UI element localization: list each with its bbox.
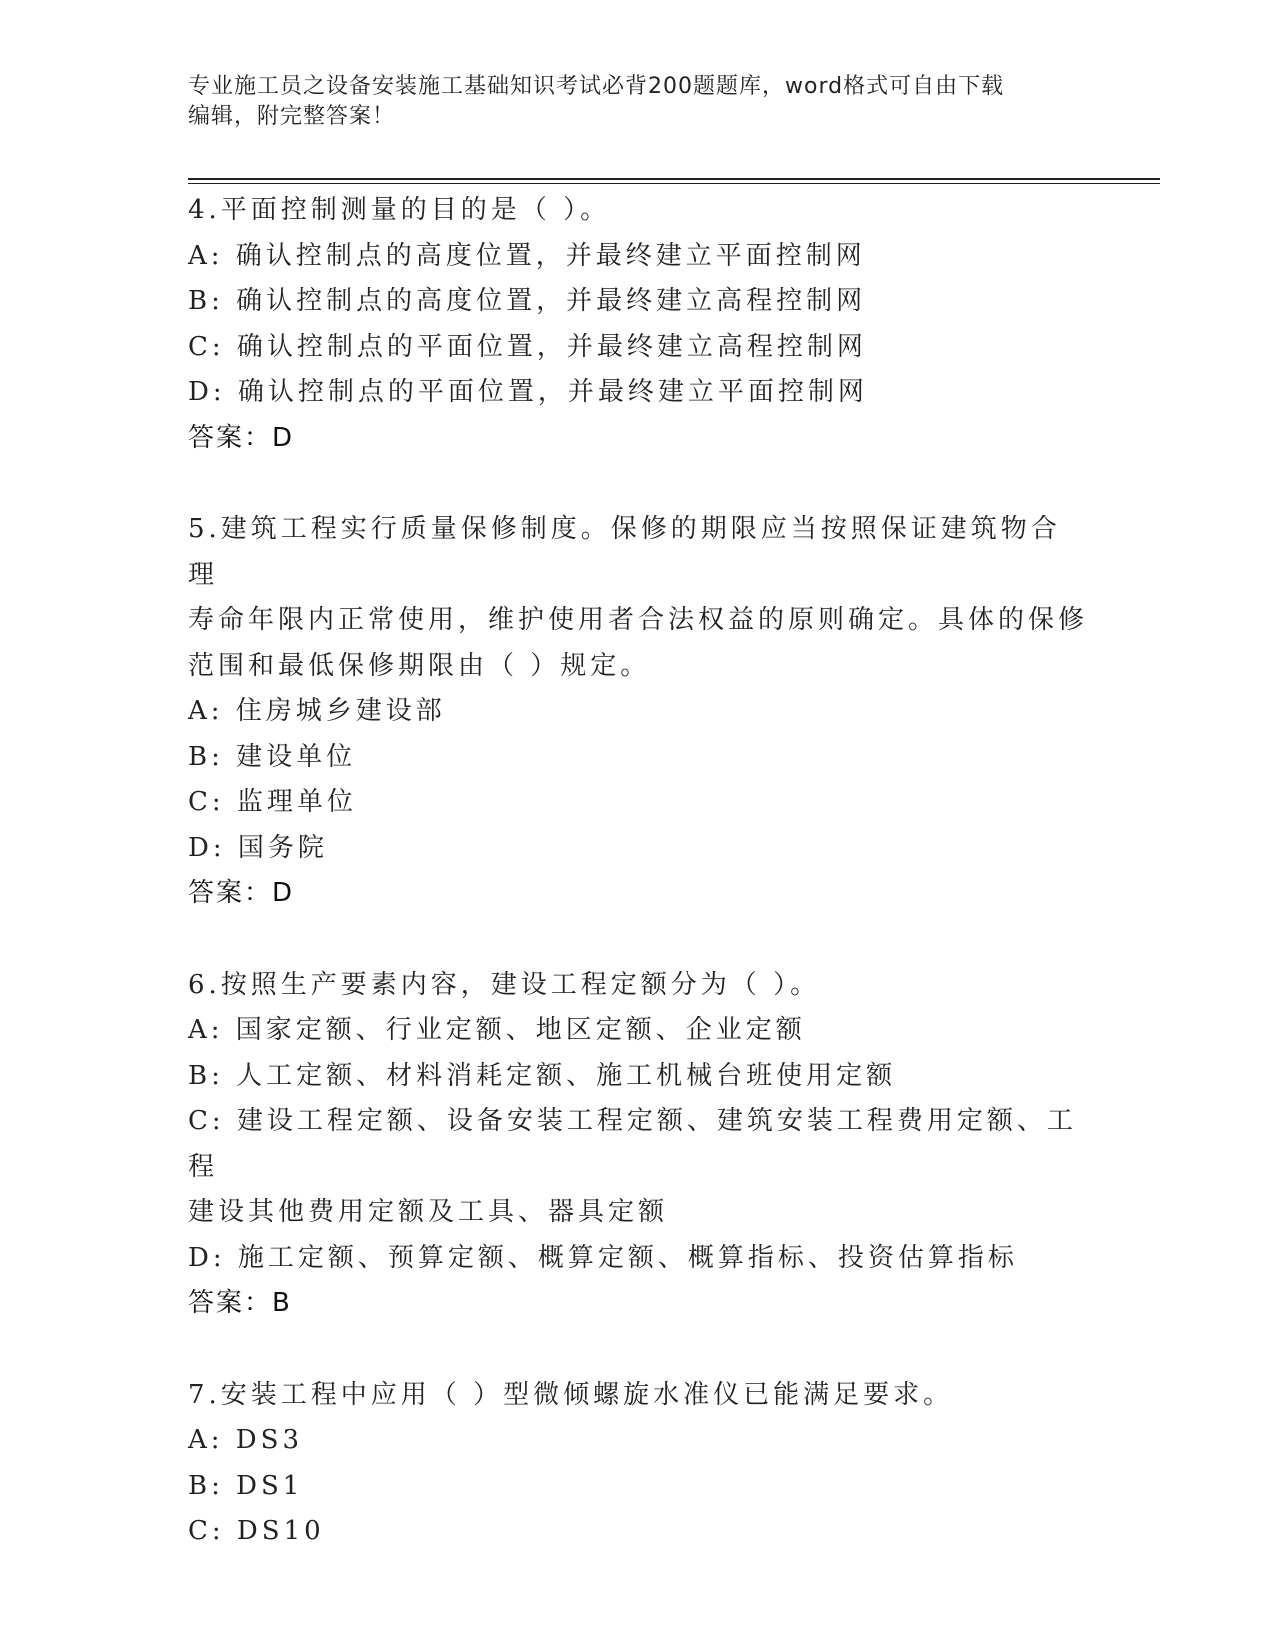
header-line-1: 专业施工员之设备安装施工基础知识考试必背200题题库，word格式可自由下载 [188, 74, 1005, 99]
question-4 [188, 188, 1088, 461]
option-d: D: 确认控制点的平面位置，并最终建立平面控制网 [188, 377, 868, 407]
option-c: C: 监理单位 [188, 787, 357, 817]
question-stem: 寿命年限内正常使用，维护使用者合法权益的原则确定。具体的保修 [188, 605, 1089, 635]
option-d: D: 施工定额、预算定额、概算定额、概算指标、投资估算指标 [188, 1242, 1018, 1273]
option-a: A: DS3 [188, 1425, 303, 1455]
spacer [188, 917, 1088, 963]
answer: 答案：B [188, 1288, 292, 1318]
option-c: C: 建设工程定额、设备安装工程定额、建筑安装工程费用定额、工程 [188, 1106, 1077, 1182]
option-b: B: 人工定额、材料消耗定额、施工机械台班使用定额 [188, 1060, 897, 1091]
option-b: B: 确认控制点的高度位置，并最终建立高程控制网 [188, 286, 867, 316]
header-divider-thick [188, 178, 1160, 180]
question-stem: 6.按照生产要素内容，建设工程定额分为（ ）。 [188, 969, 821, 1000]
header-line-2: 编辑，附完整答案！ [188, 104, 396, 129]
option-a: A: 国家定额、行业定额、地区定额、企业定额 [188, 1015, 806, 1045]
question-5 [188, 507, 1088, 917]
option-c: C: 确认控制点的平面位置，并最终建立高程控制网 [188, 331, 867, 362]
answer: 答案：D [188, 878, 295, 908]
question-6 [188, 963, 1088, 1327]
spacer [188, 1327, 1088, 1373]
document-body [188, 188, 1088, 1555]
option-a: A: 住房城乡建设部 [188, 696, 446, 726]
question-stem: 4.平面控制测量的目的是（ ）。 [188, 195, 611, 225]
question-stem: 范围和最低保修期限由（ ）规定。 [188, 650, 651, 681]
page-header [188, 72, 1088, 132]
spacer [188, 461, 1088, 507]
question-7 [188, 1373, 1088, 1555]
question-stem: 5.建筑工程实行质量保修制度。保修的期限应当按照保证建筑物合理 [188, 514, 1061, 590]
option-c-continued: 建设其他费用定额及工具、器具定额 [188, 1197, 669, 1227]
answer: 答案：D [188, 422, 295, 453]
option-b: B: DS1 [188, 1470, 304, 1501]
header-divider-thin [188, 183, 1160, 184]
question-stem: 7.安装工程中应用（ ）型微倾螺旋水准仪已能满足要求。 [188, 1379, 954, 1410]
option-a: A: 确认控制点的高度位置，并最终建立平面控制网 [188, 240, 866, 271]
option-c: C: DS10 [188, 1516, 325, 1546]
option-d: D: 国务院 [188, 832, 328, 863]
option-b: B: 建设单位 [188, 741, 357, 772]
